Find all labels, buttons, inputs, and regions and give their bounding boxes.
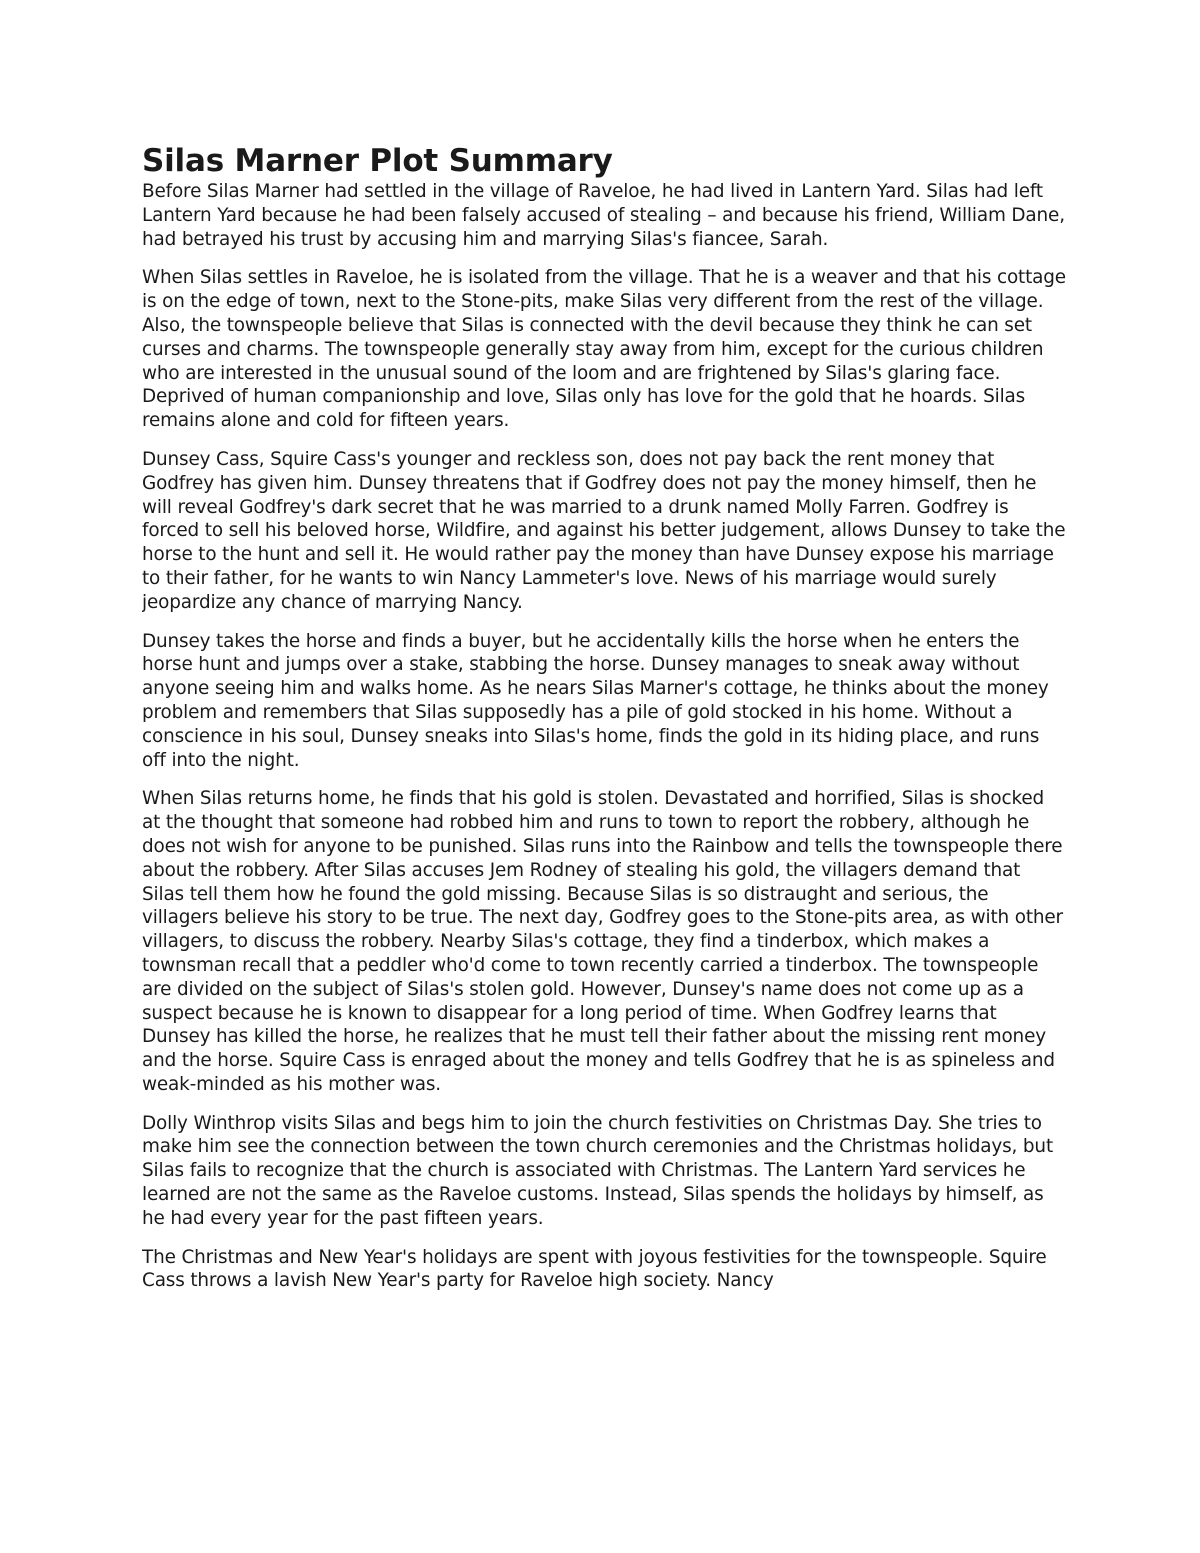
document-page xyxy=(142,142,1067,1442)
paragraph-lantern-yard: Before Silas Marner had settled in the village of Raveloe, he had lived in Lantern Yard. Silas had left Lantern Yard because he had been falsely accused of stealing – and because his friend, William Dane, had betrayed his trust by accusing him and marrying Silas's fiancee, Sarah. xyxy=(142,181,1065,250)
paragraph-isolation: When Silas settles in Raveloe, he is isolated from the village. That he is a weaver and that his cottage is on the edge of town, next to the Stone-pits, make Silas very different from the rest of the village. Also, the townspeople believe that Silas is connected with the devil because they think he can set curses and charms. The townspeople generally stay away from him, except for the curious children who are interested in the unusual sound of the loom and are frightened by Silas's glaring face. Deprived of human companionship and love, Silas only has love for the gold that he hoards. Silas remains alone and cold for fifteen years. xyxy=(142,267,1066,432)
paragraph-new-year: The Christmas and New Year's holidays are spent with joyous festivities for the townspeople. Squire Cass throws a lavish New Year's party for Raveloe high society. Nancy xyxy=(142,1246,1047,1292)
paragraph-theft: Dunsey takes the horse and finds a buyer, but he accidentally kills the horse when he enters the horse hunt and jumps over a stake, stabbing the horse. Dunsey manages to sneak away without anyone seeing him and walks home. As he nears Silas Marner's cottage, he thinks about the money problem and remembers that Silas supposedly has a pile of gold stocked in his home. Without a conscience in his soul, Dunsey sneaks into Silas's home, finds the gold in its hiding place, and runs off into the night. xyxy=(142,630,1049,771)
paragraph-dunsey-threat: Dunsey Cass, Squire Cass's younger and reckless son, does not pay back the rent money that Godfrey has given him. Dunsey threatens that if Godfrey does not pay the money himself, then he will reveal Godfrey's dark secret that he was married to a drunk named Molly Farren. Godfrey is forced to sell his beloved horse, Wildfire, and against his better judgement, allows Dunsey to take the horse to the hunt and sell it. He would rather pay the money than have Dunsey expose his marriage to their father, for he wants to win Nancy Lammeter's love. News of his marriage would surely jeopardize any chance of marrying Nancy. xyxy=(142,448,1066,613)
paragraph-dolly-winthrop: Dolly Winthrop visits Silas and begs him to join the church festivities on Christmas Day. She tries to make him see the connection between the town church ceremonies and the Christmas holidays, but Silas fails to recognize that the church is associated with Christmas. The Lantern Yard services he learned are not the same as the Raveloe customs. Instead, Silas spends the holidays by himself, as he had every year for the past fifteen years. xyxy=(142,1112,1053,1229)
paragraph-robbery-discovered: When Silas returns home, he finds that his gold is stolen. Devastated and horrified, Silas is shocked at the thought that someone had robbed him and runs to town to report the robbery, although he does not wish for anyone to be punished. Silas runs into the Rainbow and tells the townspeople there about the robbery. After Silas accuses Jem Rodney of stealing his gold, the villagers demand that Silas tell them how he found the gold missing. Because Silas is so distraught and serious, the villagers believe his story to be true. The next day, Godfrey goes to the Stone-pits area, as with other villagers, to discuss the robbery. Nearby Silas's cottage, they find a tinderbox, which makes a townsman recall that a peddler who'd come to town recently carried a tinderbox. The townspeople are divided on the subject of Silas's stolen gold. However, Dunsey's name does not come up as a suspect because he is known to disappear for a long period of time. When Godfrey learns that Dunsey has killed the horse, he realizes that he must tell their father about the missing rent money and the horse. Squire Cass is enraged about the money and tells Godfrey that he is as spineless and weak-minded as his mother was. xyxy=(142,788,1063,1095)
document-title: Silas Marner Plot Summary xyxy=(142,143,613,179)
